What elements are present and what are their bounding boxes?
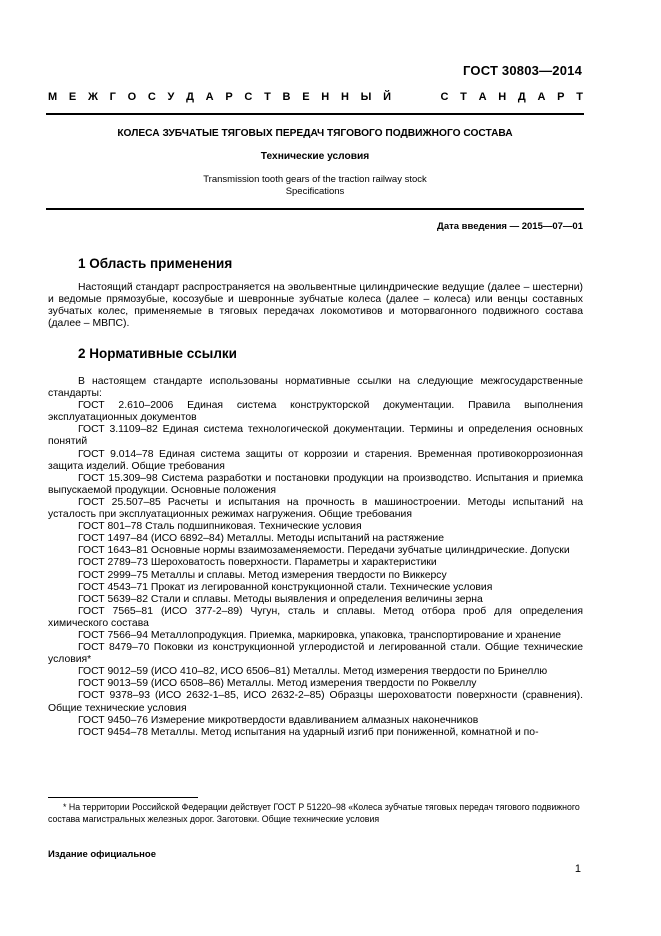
banner-letter: М [48,91,58,103]
banner-letter: Н [498,91,507,103]
banner-letter: Ж [87,91,98,103]
banner-letter: А [478,91,487,103]
footnote [48,802,583,825]
document-subtitle: Технические условия [260,151,370,162]
banner-letter: Й [383,91,392,103]
paragraph: ГОСТ 1497–84 (ИСО 6892–84) Металлы. Методы испытаний на растяжение [78,533,444,545]
banner-letter: С [244,91,253,103]
paragraph: ГОСТ 7566–94 Металлопродукция. Приемка, маркировка, упаковка, транспортирование и хранение [78,629,562,641]
english-title [46,174,584,198]
paragraph: ГОСТ 9378–93 (ИСО 2632-1–85, ИСО 2632-2–85) Образцы шероховатости поверхности (сравнения). Общие технические условия [48,690,583,714]
section-2-heading: 2 Нормативные ссылки [78,346,237,361]
banner-letter: О [127,91,137,103]
top-divider [46,113,584,115]
paragraph: В настоящем стандарте использованы нормативные ссылки на следующие межгосударственные стандарты: [48,376,583,400]
section-2-body [48,376,583,739]
interstate-standard-banner [48,91,583,103]
paragraph: ГОСТ 801–78 Сталь подшипниковая. Технические условия [78,521,362,533]
paragraph: ГОСТ 8479–70 Поковки из конструкционной углеродистой и легированной стали. Общие технические условия* [48,642,583,666]
paragraph: ГОСТ 9450–76 Измерение микротвердости вдавливанием алмазных наконечников [78,714,479,726]
paragraph: ГОСТ 7565–81 (ИСО 377-2–89) Чугун, сталь и сплавы. Метод отбора проб для определения химического состава [48,605,583,629]
english-title-line1: Transmission tooth gears of the traction railway stock [203,174,427,185]
paragraph: ГОСТ 4543–71 Прокат из легированной конструкционной стали. Технические условия [78,581,493,593]
banner-letter: Т [264,91,271,103]
banner-letter: В [282,91,291,103]
paragraph: ГОСТ 9454–78 Металлы. Метод испытания на ударный изгиб при пониженной, комнатной и по- [78,726,539,738]
banner-letter: Т [460,91,467,103]
paragraph: ГОСТ 15.309–98 Система разработки и постановки продукции на производство. Испытания и приемка выпускаемой продукции. Основные положения [48,472,583,496]
page-number: 1 [574,863,581,875]
banner-letter: С [440,91,449,103]
banner-letter: Д [517,91,526,103]
banner-letter: Е [68,91,77,103]
banner-letter: Е [302,91,310,103]
paragraph: ГОСТ 1643–81 Основные нормы взаимозаменяемости. Передачи зубчатые цилиндрические. Допуски [78,545,570,557]
paragraph: ГОСТ 25.507–85 Расчеты и испытания на прочность в машиностроении. Методы испытаний на усталость при эксплуатационных режимах нагружения. Общие требования [48,496,583,521]
official-edition-label: Издание официальное [48,849,156,860]
banner-letter: Г [109,91,116,103]
banner-letter: Р [225,91,233,103]
title-divider [46,208,584,210]
paragraph: ГОСТ 2.610–2006 Единая система конструкторской документации. Правила выполнения эксплуатационных документов [48,400,583,424]
paragraph: ГОСТ 3.1109–82 Единая система технологической документации. Термины и определения основных понятий [48,424,583,448]
banner-letter: Н [321,91,330,103]
banner-letter: Ы [360,91,372,103]
section-1-heading: 1 Область применения [78,256,233,271]
document-code: ГОСТ 30803—2014 [463,63,582,78]
banner-letter: А [205,91,214,103]
english-title-line2: Specifications [285,186,345,197]
paragraph: ГОСТ 2789–73 Шероховатость поверхности. Параметры и характеристики [78,557,437,569]
footnote-divider [48,797,198,798]
paragraph: ГОСТ 2999–75 Металлы и сплавы. Метод измерения твердости по Виккерсу [78,569,447,581]
banner-letter: С [147,91,156,103]
section-1-body [48,282,583,330]
paragraph: ГОСТ 5639–82 Стали и сплавы. Методы выявления и определения величины зерна [78,593,483,605]
document-title: КОЛЕСА ЗУБЧАТЫЕ ТЯГОВЫХ ПЕРЕДАЧ ТЯГОВОГО ПОДВИЖНОГО СОСТАВА [117,128,513,139]
footnote-text: * На территории Российской Федерации действует ГОСТ Р 51220–98 «Колеса зубчатые тяговых передач тягового подвижного состава магистральных железных дорог. Заготовки. Общие технические условия [48,802,580,824]
banner-letter: У [167,91,175,103]
banner-letter: А [537,91,546,103]
banner-letter: Д [186,91,194,103]
paragraph: ГОСТ 9.014–78 Единая система защиты от коррозии и старения. Временная противокоррозионная защита изделий. Общие требования [48,448,583,472]
paragraph: Настоящий стандарт распространяется на эвольвентные цилиндрические ведущие (далее – шестерни) и ведомые прямозубые, косозубые и шевронные зубчатые колеса (далее – колеса) или венцы составных зубчатых колес, применяемые в тяговых передачах локомотивов и моторвагонного подвижного состава (далее – МВПС). [48,282,583,330]
banner-letter: Т [576,91,583,103]
paragraph: ГОСТ 9012–59 (ИСО 410–82, ИСО 6506–81) Металлы. Метод измерения твердости по Бринеллю [78,666,548,678]
banner-letter: Р [557,91,565,103]
introduction-date: Дата введения — 2015—07—01 [437,221,583,232]
banner-letter: Н [340,91,349,103]
banner-word-gap [403,91,429,103]
paragraph: ГОСТ 9013–59 (ИСО 6508–86) Металлы. Метод измерения твердости по Роквеллу [78,678,477,690]
